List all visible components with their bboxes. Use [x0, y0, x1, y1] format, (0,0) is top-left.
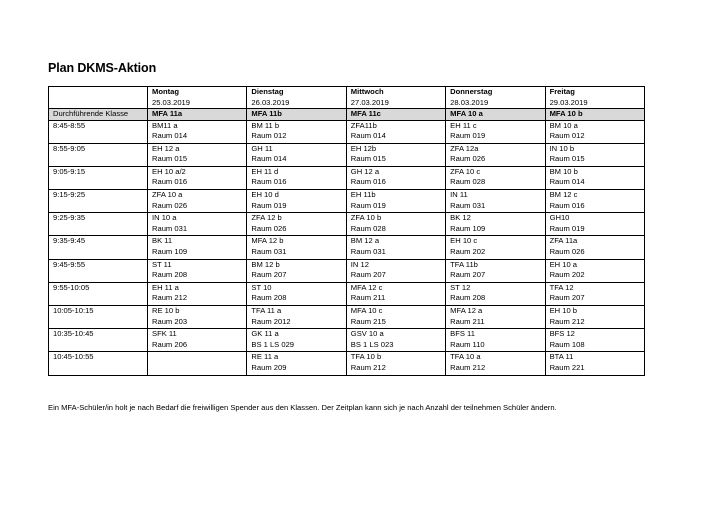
class-label: EH 10 b — [549, 306, 578, 315]
time-cell: 10:45-10:55 — [49, 352, 148, 375]
class-label: RE 10 b — [152, 306, 180, 315]
slot-cell — [247, 120, 346, 143]
room-label: Raum 031 — [350, 246, 386, 256]
room-label: Raum 109 — [450, 223, 486, 233]
slot-cell — [148, 329, 247, 352]
room-label: Raum 019 — [450, 131, 486, 140]
room-label: Raum 014 — [152, 131, 188, 140]
slot-cell — [346, 259, 445, 282]
time-cell: 8:45-8:55 — [49, 120, 148, 143]
room-label: Raum 202 — [549, 270, 585, 280]
class-label: MFA 12 a — [450, 306, 483, 315]
slot-cell — [148, 259, 247, 282]
slot-cell — [545, 236, 644, 259]
class-row — [49, 109, 645, 121]
room-label: Raum 207 — [251, 270, 287, 280]
class-label: EH 11 a — [152, 282, 179, 292]
room-label: Raum 019 — [350, 200, 386, 210]
class-label: BTA 11 — [549, 352, 574, 362]
day-date: 29.03.2019 — [549, 97, 588, 107]
slot-cell — [247, 329, 346, 352]
class-label: MFA 12 b — [251, 236, 284, 246]
time-slot-row — [49, 236, 645, 259]
slot-cell — [446, 282, 545, 305]
slot-cell — [247, 143, 346, 166]
class-label: GH 11 — [251, 143, 273, 153]
day-date: 28.03.2019 — [450, 97, 489, 107]
time-slot-row — [49, 143, 645, 166]
slot-cell — [148, 190, 247, 213]
day-name: Dienstag — [251, 87, 284, 96]
room-label: Raum 026 — [549, 246, 585, 256]
class-label: EH 10 c — [450, 236, 478, 246]
slot-cell — [346, 143, 445, 166]
class-label: EH 12b — [350, 143, 377, 153]
day-header — [148, 87, 247, 109]
slot-cell — [545, 166, 644, 189]
class-label: ST 11 — [152, 259, 172, 269]
slot-cell — [346, 190, 445, 213]
class-label: GSV 10 a — [350, 329, 384, 339]
class-label: MFA 10 c — [350, 306, 383, 315]
slot-cell — [148, 352, 247, 375]
class-label: BK 11 — [152, 236, 173, 246]
room-label: Raum 031 — [251, 246, 287, 256]
class-label: EH 11 c — [450, 120, 477, 130]
class-label: BM 11 b — [251, 120, 280, 130]
room-label: Raum 026 — [450, 154, 486, 164]
slot-cell — [247, 259, 346, 282]
class-label: BM 12 c — [549, 190, 578, 200]
room-label: Raum 015 — [152, 154, 188, 164]
room-label: BS 1 LS 029 — [251, 339, 295, 349]
time-slot-row — [49, 306, 645, 329]
day-name: Montag — [152, 87, 179, 96]
slot-cell — [148, 306, 247, 329]
class-label: BM 12 a — [350, 236, 380, 246]
room-label: Raum 208 — [251, 293, 287, 303]
day-name: Freitag — [549, 87, 575, 96]
slot-cell — [346, 329, 445, 352]
slot-cell — [545, 352, 644, 375]
room-label: Raum 015 — [350, 154, 386, 164]
slot-cell — [446, 120, 545, 143]
class-label: ZFA 10 a — [152, 190, 183, 200]
slot-cell — [346, 306, 445, 329]
time-slot-row — [49, 190, 645, 213]
class-label: ST 10 — [251, 282, 272, 292]
slot-cell — [545, 329, 644, 352]
room-label: Raum 2012 — [251, 316, 291, 326]
room-label: Raum 016 — [251, 177, 287, 187]
room-label: Raum 110 — [450, 339, 485, 349]
class-row-label: Durchführende Klasse — [49, 109, 148, 121]
slot-cell — [446, 213, 545, 236]
class-label: BM 12 b — [251, 259, 280, 269]
slot-cell — [446, 166, 545, 189]
time-cell: 9:25-9:35 — [49, 213, 148, 236]
class-name: MFA 11b — [247, 109, 346, 121]
room-label: Raum 031 — [152, 223, 188, 233]
class-label: GH 12 a — [350, 166, 380, 176]
time-cell: 9:45-9:55 — [49, 259, 148, 282]
day-date: 25.03.2019 — [152, 97, 191, 107]
class-label: EH 12 a — [152, 143, 180, 153]
slot-cell — [346, 120, 445, 143]
class-label: TFA 10 a — [450, 352, 481, 362]
day-header — [446, 87, 545, 109]
slot-cell — [446, 236, 545, 259]
class-label: SFK 11 — [152, 329, 177, 339]
class-name: MFA 10 b — [545, 109, 644, 121]
time-slot-row — [49, 166, 645, 189]
room-label: Raum 212 — [350, 362, 386, 372]
class-label: ST 12 — [450, 282, 471, 292]
room-label: Raum 016 — [152, 177, 188, 187]
room-label: Raum 212 — [549, 316, 585, 326]
class-label: TFA 11 a — [251, 306, 282, 315]
slot-cell — [545, 213, 644, 236]
slot-cell — [346, 352, 445, 375]
class-label: ZFA 11a — [549, 236, 578, 246]
class-name: MFA 10 a — [446, 109, 545, 121]
class-label: ZFA11b — [350, 120, 377, 130]
class-label: TFA 10 b — [350, 352, 382, 362]
slot-cell — [446, 352, 545, 375]
slot-cell — [446, 143, 545, 166]
page-title: Plan DKMS-Aktion — [48, 61, 157, 75]
class-label: GH10 — [549, 213, 570, 223]
room-label: Raum 014 — [251, 154, 287, 164]
time-slot-row — [49, 282, 645, 305]
slot-cell — [247, 352, 346, 375]
slot-cell — [545, 306, 644, 329]
slot-cell — [247, 190, 346, 213]
class-label: ZFA 10 b — [350, 213, 382, 223]
slot-cell — [446, 259, 545, 282]
room-label: Raum 207 — [549, 293, 585, 303]
slot-cell — [247, 306, 346, 329]
room-label: Raum 209 — [251, 362, 287, 372]
room-label: Raum 221 — [549, 362, 585, 372]
schedule-table — [48, 86, 645, 376]
room-label: Raum 016 — [350, 177, 386, 187]
class-label: MFA 12 c — [350, 282, 383, 292]
time-cell: 9:15-9:25 — [49, 190, 148, 213]
class-label: TFA 12 — [549, 282, 574, 292]
slot-cell — [148, 143, 247, 166]
room-label: Raum 012 — [549, 131, 585, 140]
time-slot-row — [49, 352, 645, 375]
class-label: EH 11 d — [251, 166, 279, 176]
slot-cell — [148, 213, 247, 236]
class-label: BFS 12 — [549, 329, 575, 339]
slot-cell — [247, 282, 346, 305]
time-slot-row — [49, 329, 645, 352]
class-label: EH 10 d — [251, 190, 279, 200]
day-header — [545, 87, 644, 109]
slot-cell — [446, 306, 545, 329]
room-label: Raum 031 — [450, 200, 486, 210]
time-slot-row — [49, 213, 645, 236]
room-label: Raum 203 — [152, 316, 188, 326]
class-label: EH 11b — [350, 190, 376, 200]
slot-cell — [346, 236, 445, 259]
time-cell: 8:55-9:05 — [49, 143, 148, 166]
slot-cell — [346, 213, 445, 236]
slot-cell — [346, 282, 445, 305]
room-label: Raum 206 — [152, 339, 188, 349]
time-slot-row — [49, 259, 645, 282]
room-label: Raum 208 — [450, 293, 486, 303]
room-label: Raum 026 — [152, 200, 188, 210]
class-label: EH 10 a — [549, 259, 578, 269]
room-label: Raum 026 — [251, 223, 287, 233]
slot-cell — [545, 190, 644, 213]
day-date: 27.03.2019 — [350, 97, 389, 107]
room-label: Raum 215 — [350, 316, 386, 326]
class-label: IN 10 b — [549, 143, 575, 153]
header-row — [49, 87, 645, 109]
class-label: ZFA 12a — [450, 143, 479, 153]
room-label: Raum 202 — [450, 246, 486, 256]
class-label: IN 10 a — [152, 213, 177, 223]
room-label: Raum 012 — [251, 131, 287, 140]
slot-cell — [148, 120, 247, 143]
room-label: Raum 212 — [450, 362, 486, 372]
room-label: Raum 108 — [549, 339, 585, 349]
room-label: Raum 109 — [152, 246, 188, 256]
corner-cell — [49, 87, 148, 109]
room-label: Raum 015 — [549, 154, 585, 164]
room-label: Raum 016 — [549, 200, 585, 210]
slot-cell — [545, 282, 644, 305]
room-label: BS 1 LS 023 — [350, 339, 394, 349]
class-label: BM11 a — [152, 120, 178, 130]
slot-cell — [446, 190, 545, 213]
slot-cell — [545, 120, 644, 143]
room-label: Raum 207 — [350, 270, 386, 280]
slot-cell — [346, 166, 445, 189]
class-label: ZFA 12 b — [251, 213, 282, 223]
room-label: Raum 212 — [152, 293, 188, 303]
time-slot-row — [49, 120, 645, 143]
footnote: Ein MFA-Schüler/in holt je nach Bedarf die freiwilligen Spender aus den Klassen. Der Zeitplan kann sich je nach Anzahl der teilnehmen Schüler ändern. — [48, 403, 557, 412]
room-label: Raum 019 — [549, 223, 585, 233]
time-cell: 9:05-9:15 — [49, 166, 148, 189]
class-label: GK 11 a — [251, 329, 279, 339]
class-label: RE 11 a — [251, 352, 279, 362]
room-label: Raum 207 — [450, 270, 486, 280]
slot-cell — [545, 259, 644, 282]
class-name: MFA 11c — [346, 109, 445, 121]
class-name: MFA 11a — [148, 109, 247, 121]
class-label: BK 12 — [450, 213, 471, 223]
room-label: Raum 211 — [450, 316, 485, 326]
class-label: EH 10 a/2 — [152, 166, 186, 176]
room-label: Raum 028 — [450, 177, 486, 187]
room-label: Raum 211 — [350, 293, 386, 303]
day-name: Mittwoch — [350, 87, 384, 96]
class-label: BFS 11 — [450, 329, 475, 339]
slot-cell — [148, 236, 247, 259]
class-label: TFA 11b — [450, 259, 478, 269]
class-label: BM 10 a — [549, 120, 578, 130]
day-header — [346, 87, 445, 109]
class-label: BM 10 b — [549, 166, 578, 176]
slot-cell — [148, 166, 247, 189]
slot-cell — [247, 236, 346, 259]
time-cell: 9:35-9:45 — [49, 236, 148, 259]
slot-cell — [148, 282, 247, 305]
day-date: 26.03.2019 — [251, 97, 290, 107]
room-label: Raum 208 — [152, 270, 188, 280]
slot-cell — [247, 213, 346, 236]
time-cell: 10:05-10:15 — [49, 306, 148, 329]
time-cell: 10:35-10:45 — [49, 329, 148, 352]
day-name: Donnerstag — [450, 87, 493, 96]
class-label: ZFA 10 c — [450, 166, 481, 176]
room-label: Raum 028 — [350, 223, 386, 233]
slot-cell — [247, 166, 346, 189]
day-header — [247, 87, 346, 109]
room-label: Raum 014 — [549, 177, 585, 187]
class-label: IN 12 — [350, 259, 369, 269]
slot-cell — [446, 329, 545, 352]
time-cell: 9:55-10:05 — [49, 282, 148, 305]
slot-cell — [545, 143, 644, 166]
room-label: Raum 014 — [350, 131, 386, 140]
class-label: IN 11 — [450, 190, 468, 200]
room-label: Raum 019 — [251, 200, 287, 210]
